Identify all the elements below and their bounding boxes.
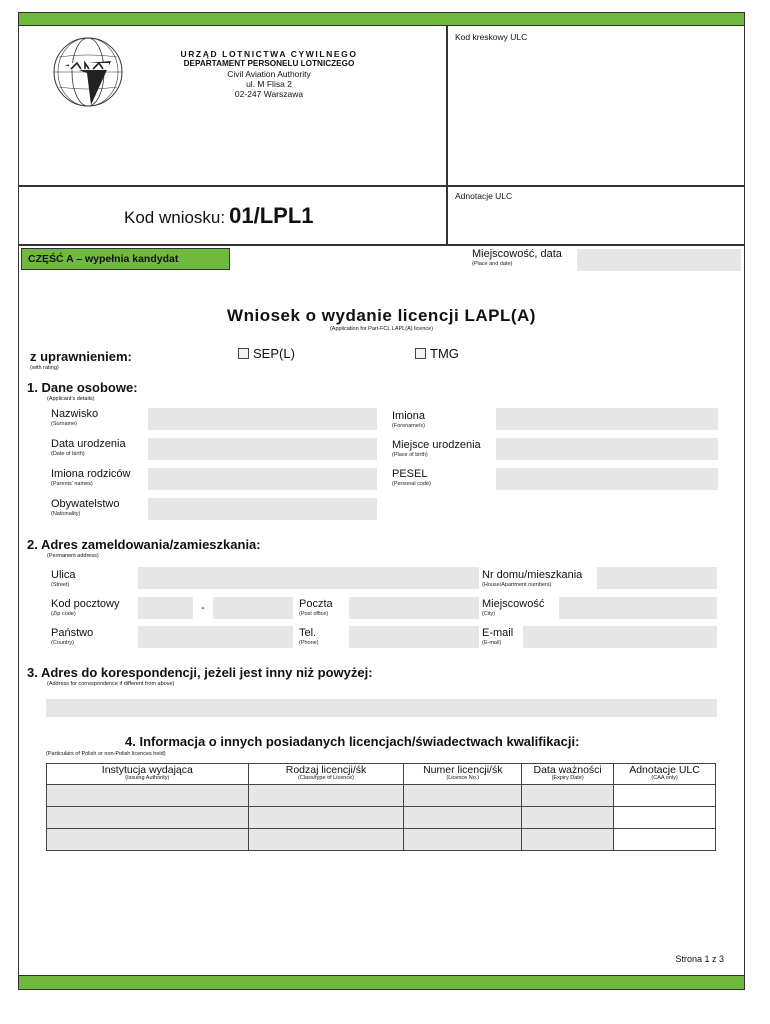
authority-city: 02-247 Warszawa xyxy=(234,89,304,99)
table-cell[interactable] xyxy=(404,807,522,829)
col-caa-annotations: Adnotacje ULC (CAA only) xyxy=(614,764,716,785)
pob-label: Miejsce urodzenia (Place of birth) xyxy=(392,439,481,458)
licences-table xyxy=(46,763,716,851)
authority-street: ul. M Flisa 2 xyxy=(246,79,292,89)
surname-label: Nazwisko (Surname) xyxy=(51,408,99,427)
phone-input[interactable] xyxy=(349,626,479,648)
parents-label: Imiona rodziców (Parents' names) xyxy=(51,468,131,487)
email-input[interactable] xyxy=(523,626,717,648)
form-title: Wniosek o wydanie licencji LAPL(A) xyxy=(227,306,536,325)
pob-input[interactable] xyxy=(496,438,718,460)
house-label: Nr domu/mieszkania (House/Apartment numbers) xyxy=(482,569,583,588)
nationality-label: Obywatelstwo (Nationality) xyxy=(51,498,120,517)
form-page xyxy=(18,12,745,990)
tmg-checkbox[interactable] xyxy=(415,346,459,361)
sep-checkbox-box-icon[interactable] xyxy=(238,348,249,359)
table-cell[interactable] xyxy=(404,829,522,851)
surname-input[interactable] xyxy=(148,408,377,430)
city-input[interactable] xyxy=(559,597,717,619)
part-a-badge: CZĘŚĆ A – wypełnia kandydat xyxy=(21,248,230,270)
email-label: E-mail (E-mail) xyxy=(482,627,514,646)
post-input[interactable] xyxy=(349,597,479,619)
authority-address xyxy=(149,49,389,99)
table-row xyxy=(47,807,716,829)
table-cell[interactable] xyxy=(522,829,614,851)
application-code-prefix: Kod wniosku: xyxy=(124,208,226,227)
house-input[interactable] xyxy=(597,567,717,589)
zip-label: Kod pocztowy (Zip code) xyxy=(51,598,120,617)
top-green-bar xyxy=(19,13,744,26)
correspondence-address-input[interactable] xyxy=(46,699,717,717)
table-cell[interactable] xyxy=(47,829,249,851)
forenames-input[interactable] xyxy=(496,408,718,430)
post-label: Poczta (Post office) xyxy=(299,598,333,617)
table-header-row xyxy=(47,764,716,785)
table-cell[interactable] xyxy=(47,785,249,807)
rating-label: z uprawnieniem: (with rating) xyxy=(30,349,132,371)
authority-name: URZĄD LOTNICTWA CYWILNEGO xyxy=(180,49,358,59)
place-date-label: Miejscowość, data (Place and date) xyxy=(472,248,562,267)
table-cell[interactable] xyxy=(248,829,404,851)
department-name: DEPARTAMENT PERSONELU LOTNICZEGO xyxy=(183,59,355,68)
sep-checkbox[interactable] xyxy=(238,346,295,361)
dob-input[interactable] xyxy=(148,438,377,460)
phone-label: Tel. (Phone) xyxy=(299,627,319,646)
table-cell[interactable] xyxy=(248,785,404,807)
bottom-green-bar xyxy=(19,975,744,989)
zip-dash: - xyxy=(201,602,205,614)
barcode-label: Kod kreskowy ULC xyxy=(455,32,528,42)
header-divider-1 xyxy=(19,185,744,187)
city-label: Miejscowość (City) xyxy=(482,598,545,617)
street-input[interactable] xyxy=(138,567,479,589)
dob-label: Data urodzenia (Date of birth) xyxy=(51,438,126,457)
zip-input-part2[interactable] xyxy=(213,597,293,619)
forenames-label: Imiona (Forename/s) xyxy=(392,410,426,429)
street-label: Ulica (Street) xyxy=(51,569,76,588)
section3-title: 3. Adres do korespondencji, jeżeli jest inny niż powyżej: (Address for correspondence if different from above) xyxy=(27,665,373,687)
page-number: Strona 1 z 3 xyxy=(675,954,724,964)
table-cell-caa xyxy=(614,807,716,829)
authority-english: Civil Aviation Authority xyxy=(227,69,311,79)
table-row xyxy=(47,785,716,807)
header-divider-vertical xyxy=(446,26,448,245)
section4-title: 4. Informacja o innych posiadanych licencjach/świadectwach kwalifikacji: xyxy=(125,734,580,749)
annotations-label: Adnotacje ULC xyxy=(455,191,513,201)
table-cell[interactable] xyxy=(522,785,614,807)
nationality-input[interactable] xyxy=(148,498,377,520)
section4-sub: (Particulars of Polish or non-Polish licences held) xyxy=(46,751,166,757)
ulc-globe-logo-icon xyxy=(51,35,125,109)
section2-title: 2. Adres zameldowania/zamieszkania: (Permanent address) xyxy=(27,537,261,559)
parents-input[interactable] xyxy=(148,468,377,490)
country-input[interactable] xyxy=(138,626,293,648)
col-licence-number: Numer licencji/śk (Licence No.) xyxy=(404,764,522,785)
pesel-input[interactable] xyxy=(496,468,718,490)
zip-input-part1[interactable] xyxy=(138,597,193,619)
pesel-label: PESEL (Personal code) xyxy=(392,468,431,487)
tmg-checkbox-box-icon[interactable] xyxy=(415,348,426,359)
table-cell[interactable] xyxy=(248,807,404,829)
table-cell-caa xyxy=(614,785,716,807)
section1-title: 1. Dane osobowe: (Applicant's details) xyxy=(27,380,138,402)
table-cell[interactable] xyxy=(47,807,249,829)
table-cell[interactable] xyxy=(522,807,614,829)
table-cell-caa xyxy=(614,829,716,851)
col-issuing-authority: Instytucja wydająca (Issuing Authority) xyxy=(47,764,249,785)
form-title-sub: (Application for Part-FCL LAPL(A) licence) xyxy=(329,326,434,332)
place-date-field[interactable] xyxy=(577,249,741,271)
country-label: Państwo (Country) xyxy=(51,627,94,646)
tmg-checkbox-label: TMG xyxy=(430,346,459,361)
table-row xyxy=(47,829,716,851)
col-expiry-date: Data ważności (Expiry Date) xyxy=(522,764,614,785)
application-code xyxy=(124,203,314,229)
col-licence-type: Rodzaj licencji/śk (Class/type of Licence) xyxy=(248,764,404,785)
table-cell[interactable] xyxy=(404,785,522,807)
sep-checkbox-label: SEP(L) xyxy=(253,346,295,361)
header-divider-2 xyxy=(19,244,744,246)
application-code-value: 01/LPL1 xyxy=(229,203,314,228)
